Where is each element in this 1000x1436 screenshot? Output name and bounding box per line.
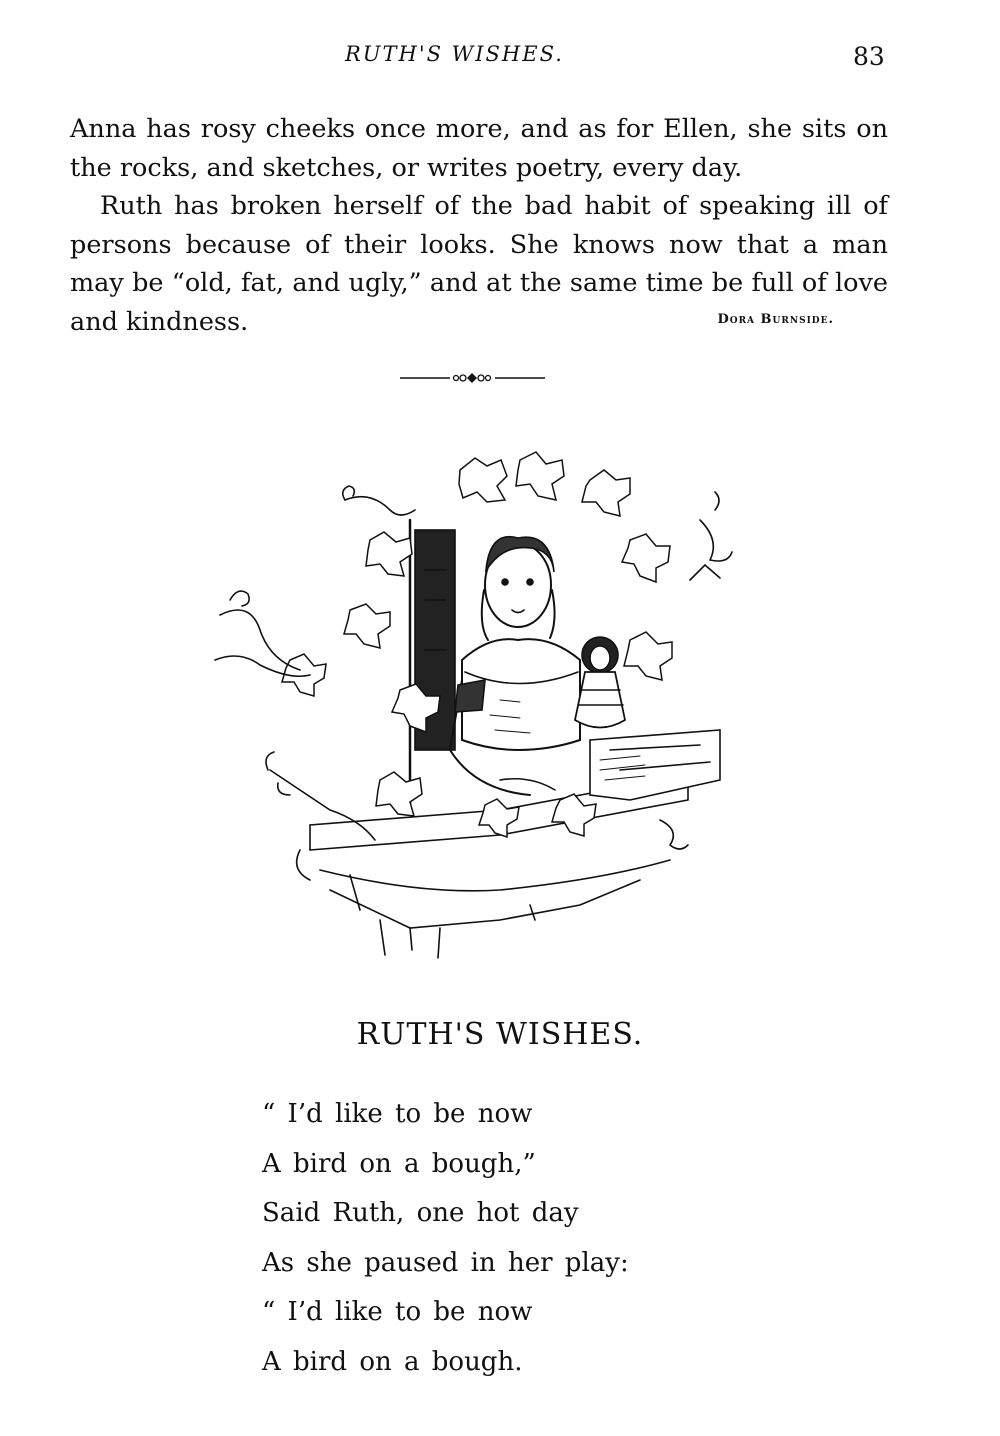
poem-line: “ I’d like to be now (262, 1099, 533, 1129)
poem-line: A bird on a bough,” (262, 1148, 536, 1179)
poem-line: Said Ruth, one hot day (262, 1198, 579, 1228)
ornamental-divider-icon (400, 370, 545, 386)
prose-section (70, 110, 888, 341)
girl-at-window-illustration (200, 450, 760, 965)
paragraph: Anna has rosy cheeks once more, and as for Ellen, she sits on the rocks, and sketches, or writes poetry, every day. (70, 114, 888, 183)
running-head (0, 42, 1000, 78)
running-title: RUTH'S WISHES. (345, 42, 564, 66)
poem-line: A bird on a bough. (262, 1346, 523, 1377)
poem-line: As she paused in her play: (262, 1247, 629, 1278)
paragraph (70, 187, 888, 341)
poem-title: RUTH'S WISHES. (356, 1017, 644, 1052)
page-number: 83 (853, 42, 885, 71)
poem-stanza (262, 1090, 782, 1387)
poem-line: “ I’d like to be now (262, 1297, 533, 1327)
paragraph-text: Ruth has broken herself of the bad habit of speaking ill of persons because of their looks. She knows now that a man may be “old, fat, and ugly,” and at the same time be full of love and kindness. (70, 191, 888, 337)
author-signature: Dora Burnside. (717, 311, 834, 327)
